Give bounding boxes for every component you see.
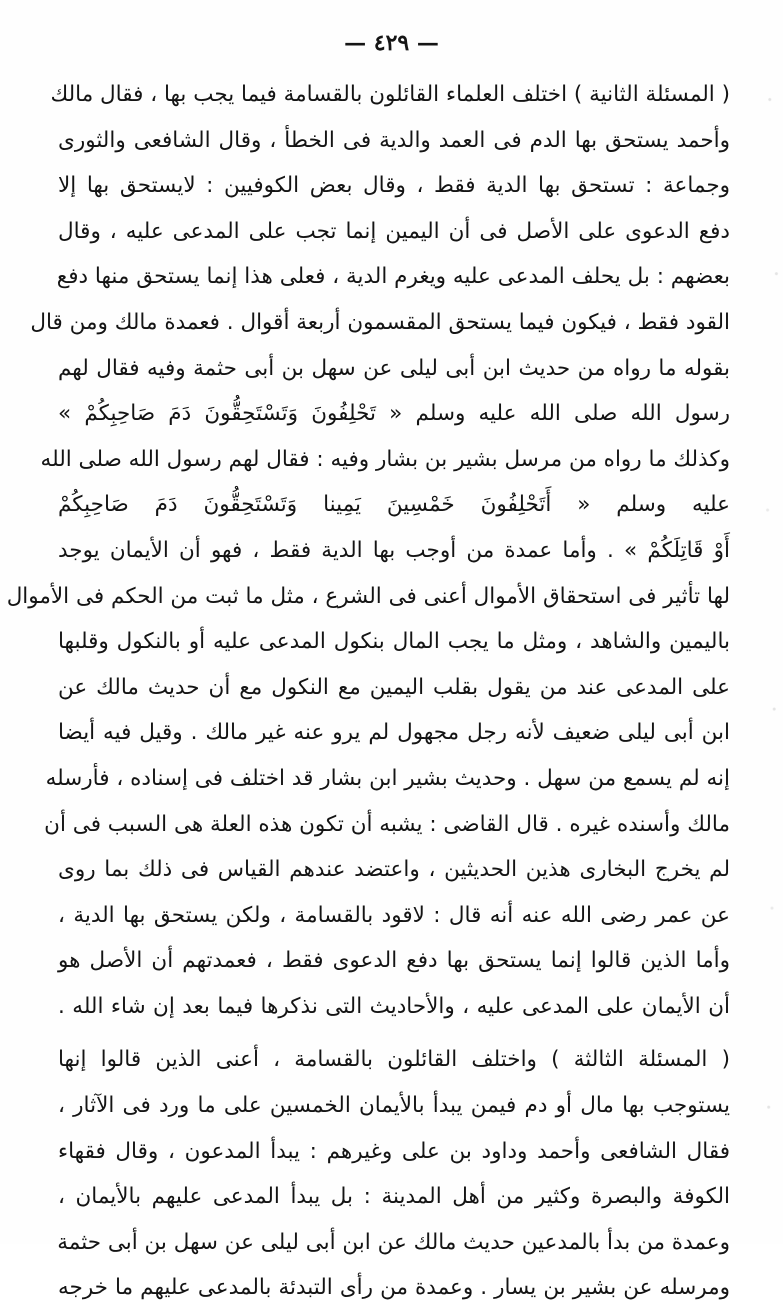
text-line: وأحمد يستحق بها الدم فى العمد والدية فى الخطأ ، وقال الشافعى والثورى xyxy=(58,127,730,153)
text-line: أن الأيمان على المدعى عليه ، والأحاديث التى نذكرها فيما بعد إن شاء الله . xyxy=(58,993,730,1019)
text-line: عن عمر رضى الله عنه أنه قال : لاقود بالقسامة ، ولكن يستحق بها الدية ، xyxy=(58,902,730,928)
text-line: وعمدة من بدأ بالمدعين حديث مالك عن ابن أبى ليلى عن سهل بن أبى حثمة xyxy=(57,1229,730,1255)
text-line: بقوله ما رواه من حديث ابن أبى ليلى عن سهل بن أبى حثمة وفيه فقال لهم xyxy=(58,355,730,381)
text-line: يستوجب بها مال أو دم فيمن يبدأ بالأيمان الخمسين على ما ورد فى الآثار ، xyxy=(58,1093,730,1119)
text-line: عليه وسلم « أَتَحْلِفُونَ خَمْسِينَ يَمِينا وَتَسْتَحِقُّونَ دَمَ صَاحِبِكُمْ xyxy=(58,492,730,518)
text-line: وكذلك ما رواه من مرسل بشير بن بشار وفيه : فقال لهم رسول الله صلى الله xyxy=(40,446,730,472)
text-line: رسول الله صلى الله عليه وسلم « تَحْلِفُونَ وَتَسْتَحِقُّونَ دَمَ صَاحِبِكُمْ » xyxy=(58,401,730,427)
text-line: دفع الدعوى على الأصل فى أن اليمين إنما تجب على المدعى عليه ، وقال xyxy=(58,218,730,244)
text-line: لها تأثير فى استحقاق الأموال أعنى فى الشرع ، مثل ما ثبت من الحكم فى الأموال xyxy=(6,583,730,609)
text-line: باليمين والشاهد ، ومثل ما يجب المال بنكول المدعى عليه أو بالنكول وقلبها xyxy=(58,629,730,655)
text-line: فقال الشافعى وأحمد وداود بن على وغيرهم : يبدأ المدعون ، وقال فقهاء xyxy=(58,1138,730,1164)
text-line: بعضهم : بل يحلف المدعى عليه ويغرم الدية ، فعلى هذا إنما يستحق منها دفع xyxy=(56,264,730,290)
text-line: على المدعى عند من يقول بقلب اليمين مع النكول مع أن حديث مالك عن xyxy=(58,674,730,700)
text-line: الكوفة والبصرة وكثير من أهل المدينة : بل يبدأ المدعى عليهم بالأيمان ، xyxy=(58,1184,730,1210)
text-line: مالك وأسنده غيره . قال القاضى : يشبه أن تكون هذه العلة هى السبب فى أن xyxy=(44,811,730,837)
text-line: ومرسله عن بشير بن يسار . وعمدة من رأى التبدئة بالمدعى عليهم ما خرجه xyxy=(58,1275,730,1301)
text-line: أَوْ قَاتِلَكُمْ » . وأما عمدة من أوجب بها الدية فقط ، فهو أن الأيمان يوجد xyxy=(58,537,730,563)
text-line: القود فقط ، فيكون فيما يستحق المقسمون أربعة أقوال . فعمدة مالك ومن قال xyxy=(30,309,730,335)
page-number: — ٤٢٩ — xyxy=(344,30,439,56)
text-line: لم يخرج البخارى هذين الحديثين ، واعتضد عندهم القياس فى ذلك بما روى xyxy=(58,857,730,883)
page-body xyxy=(6,72,730,1311)
scan-edge-noise xyxy=(761,0,783,1244)
text-line: ( المسئلة الثانية ) اختلف العلماء القائلون بالقسامة فيما يجب بها ، فقال مالك xyxy=(50,82,730,107)
paragraph-third-issue xyxy=(58,1037,730,1311)
text-line: ( المسئلة الثالثة ) واختلف القائلون بالقسامة ، أعنى الذين قالوا إنها xyxy=(58,1047,730,1073)
text-line: وأما الذين قالوا إنما يستحق بها دفع الدعوى فقط ، فعمدتهم أن الأصل هو xyxy=(58,948,730,974)
text-line: وجماعة : تستحق بها الدية فقط ، وقال بعض الكوفيين : لايستحق بها إلا xyxy=(58,173,730,199)
text-line: ابن أبى ليلى ضعيف لأنه رجل مجهول لم يرو عنه غير مالك . وقيل فيه أيضا xyxy=(58,720,730,746)
paragraph-second-issue xyxy=(6,72,730,1029)
paragraph-gap xyxy=(58,1029,730,1037)
text-line: إنه لم يسمع من سهل . وحديث بشير ابن بشار قد اختلف فى إسناده ، فأرسله xyxy=(45,765,730,791)
